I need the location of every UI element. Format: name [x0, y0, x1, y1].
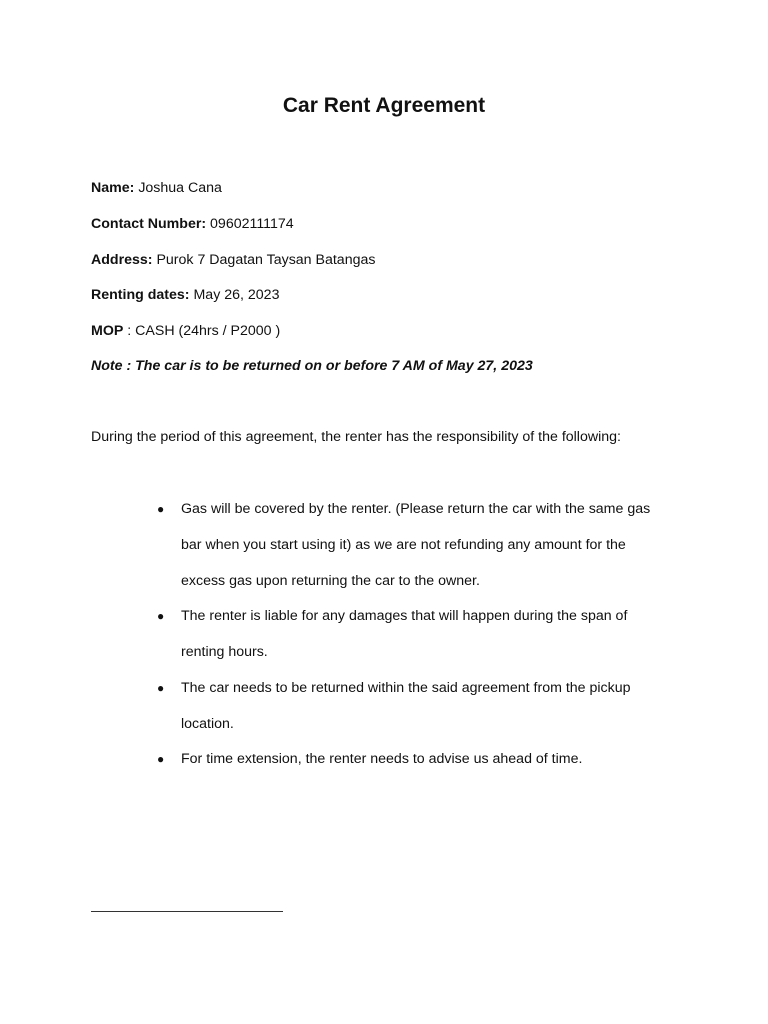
name-field [91, 180, 222, 196]
address-value: Purok 7 Dagatan Taysan Batangas [156, 252, 376, 268]
list-item-text: The car needs to be returned within the said agreement from the pickup location. [181, 680, 631, 732]
name-label: Name: [91, 180, 135, 196]
list-item [157, 742, 671, 778]
contact-value: 09602111174 [210, 216, 294, 232]
signature-line [91, 911, 283, 912]
list-item [157, 492, 671, 599]
mop-label: MOP [91, 323, 124, 339]
renting-dates-field [91, 287, 279, 303]
return-note: Note : The car is to be returned on or before 7 AM of May 27, 2023 [91, 358, 533, 374]
bullet-icon: ● [157, 752, 165, 766]
responsibilities-intro: During the period of this agreement, the renter has the responsibility of the following: [91, 429, 621, 445]
contact-field [91, 216, 294, 232]
mop-field [91, 323, 280, 339]
list-item [157, 599, 671, 671]
mop-value: : CASH (24hrs / P2000 ) [123, 323, 281, 339]
renting-dates-value: May 26, 2023 [193, 287, 280, 303]
list-item-text: For time extension, the renter needs to advise us ahead of time. [181, 751, 583, 767]
list-item [157, 671, 671, 743]
list-item-text: The renter is liable for any damages that will happen during the span of renting hours. [181, 608, 628, 660]
bullet-icon: ● [157, 609, 165, 623]
name-value: Joshua Cana [138, 180, 222, 196]
document-title: Car Rent Agreement [282, 94, 486, 117]
bullet-icon: ● [157, 502, 165, 516]
contact-label: Contact Number: [91, 216, 207, 232]
renting-dates-label: Renting dates: [91, 287, 190, 303]
address-label: Address: [91, 252, 153, 268]
list-item-text: Gas will be covered by the renter. (Please return the car with the same gas bar when you start using it) as we are not refunding any amount for the excess gas upon returning the car to the owner. [181, 501, 651, 589]
bullet-icon: ● [157, 681, 165, 695]
address-field [91, 252, 375, 268]
